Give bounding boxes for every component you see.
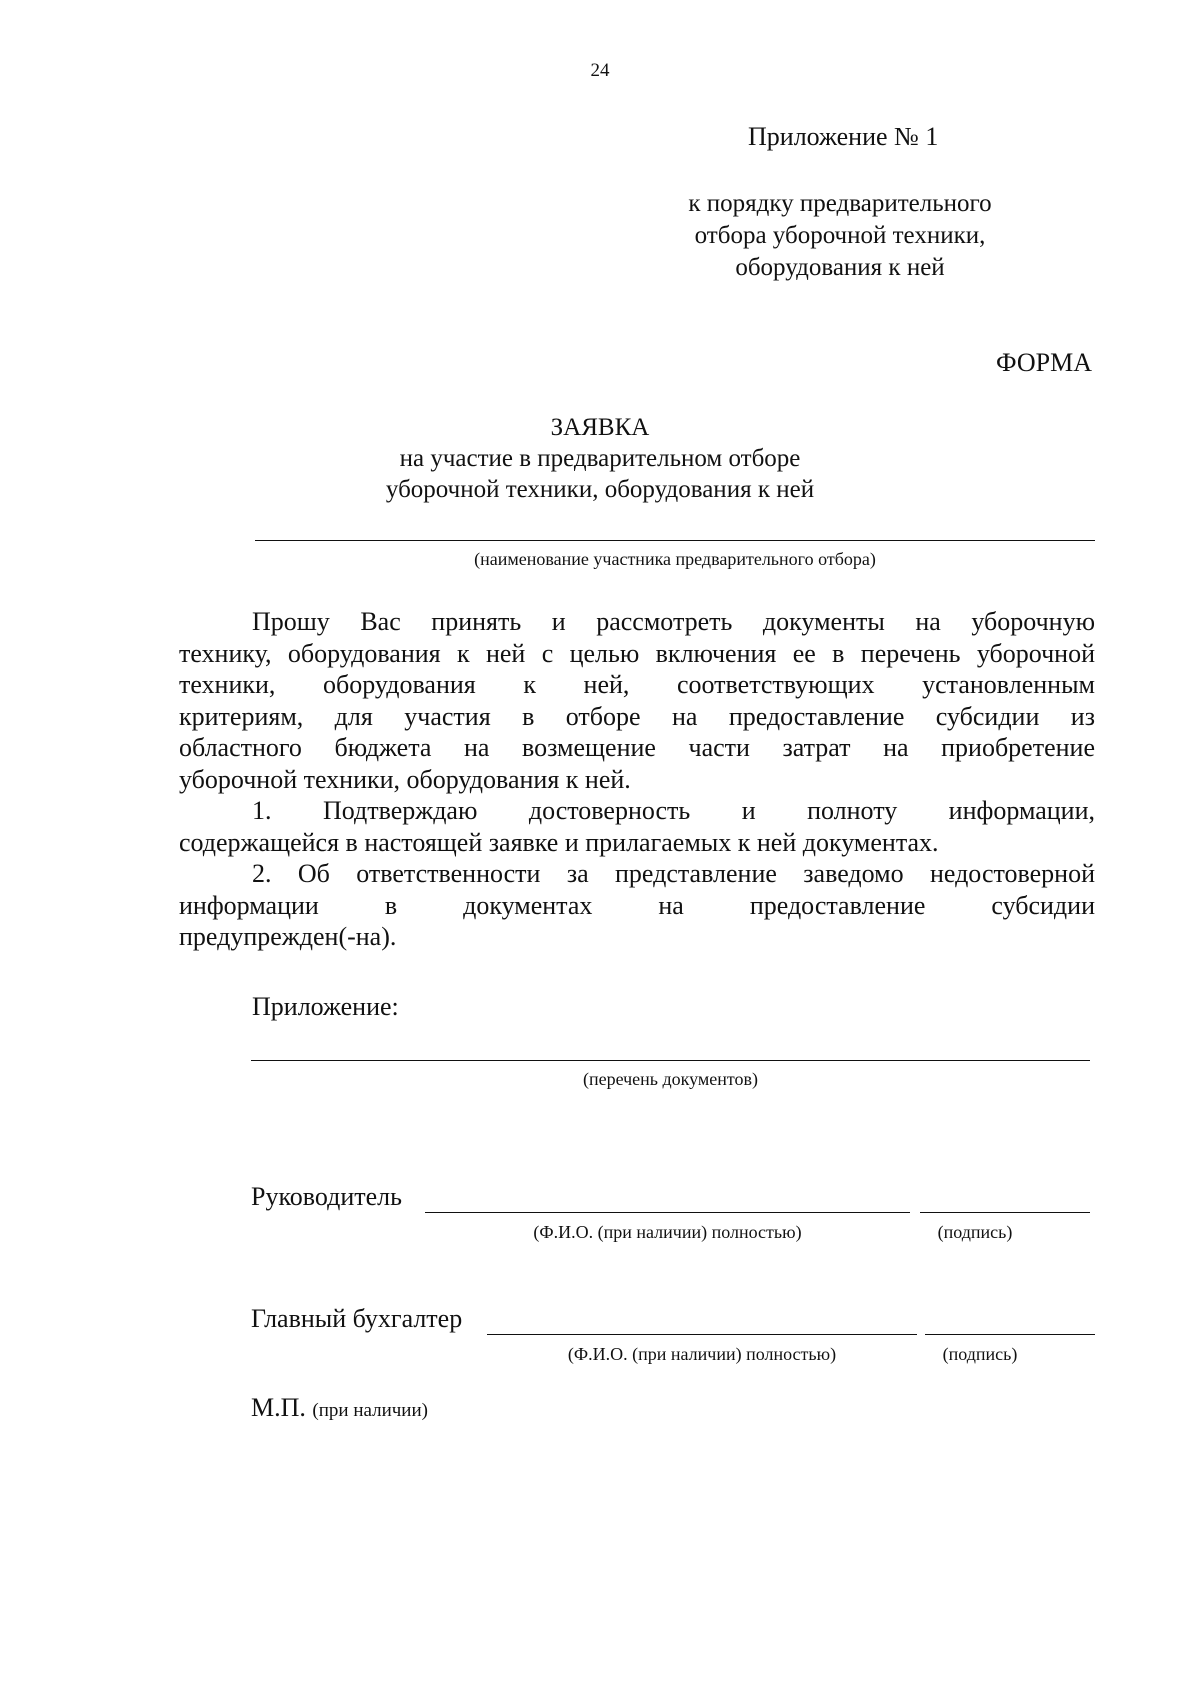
head-name-line[interactable] — [425, 1212, 910, 1213]
application-body — [179, 606, 1095, 953]
annex-reference — [640, 188, 1040, 284]
item-2-line: предупрежден(-на). — [179, 922, 397, 951]
annex-reference-line: отбора уборочной техники, — [694, 222, 986, 249]
body-line: областного бюджета на возмещение части затрат на приобретение — [179, 733, 1095, 762]
body-line: Прошу Вас принять и рассмотреть документы на уборочную — [252, 607, 1095, 636]
annex-reference-line: к порядку предварительного — [688, 190, 992, 217]
body-line: критериям, для участия в отборе на предоставление субсидии из — [179, 701, 1095, 731]
body-line: уборочной техники, оборудования к ней. — [179, 764, 631, 794]
form-label: ФОРМА — [996, 348, 1092, 377]
participant-name-line[interactable] — [255, 540, 1095, 541]
item-1-line: 1. Подтверждаю достоверность и полноту информации, — [252, 796, 1095, 825]
accountant-signature-line[interactable] — [925, 1334, 1095, 1335]
stamp-label: М.П. — [251, 1393, 306, 1422]
annex-title: Приложение № 1 — [748, 122, 939, 151]
accountant-name-line[interactable] — [487, 1334, 917, 1335]
head-name-caption: (Ф.И.О. (при наличии) полностью) — [533, 1222, 802, 1242]
accountant-name-caption: (Ф.И.О. (при наличии) полностью) — [567, 1344, 837, 1364]
stamp-place — [251, 1393, 428, 1423]
page-number: 24 — [590, 60, 610, 81]
annex-reference-line: оборудования к ней — [735, 254, 945, 281]
body-line: технику, оборудования к ней с целью включения ее в перечень уборочной — [179, 638, 1095, 668]
application-subtitle-line: уборочной техники, оборудования к ней — [385, 476, 815, 503]
application-title-block — [300, 412, 900, 505]
accountant-signature-caption: (подпись) — [942, 1344, 1018, 1364]
participant-name-caption: (наименование участника предварительного отбора) — [474, 549, 876, 569]
head-label: Руководитель — [251, 1182, 402, 1211]
attachment-caption: (перечень документов) — [582, 1069, 759, 1089]
application-subtitle-line: на участие в предварительном отборе — [399, 445, 801, 472]
stamp-note: (при наличии) — [312, 1400, 428, 1421]
item-1-line: содержащейся в настоящей заявке и прилагаемых к ней документах. — [179, 827, 939, 857]
item-2-line: информации в документах на предоставление субсидии — [179, 890, 1095, 920]
item-2-line: 2. Об ответственности за представление заведомо недостоверной — [252, 859, 1095, 888]
head-signature-caption: (подпись) — [937, 1222, 1013, 1242]
body-line: техники, оборудования к ней, соответствующих установленным — [179, 670, 1095, 699]
accountant-label: Главный бухгалтер — [251, 1304, 463, 1333]
attachment-list-line[interactable] — [251, 1060, 1090, 1061]
attachment-label: Приложение: — [252, 992, 399, 1021]
head-signature-line[interactable] — [920, 1212, 1090, 1213]
application-title: ЗАЯВКА — [550, 414, 650, 441]
